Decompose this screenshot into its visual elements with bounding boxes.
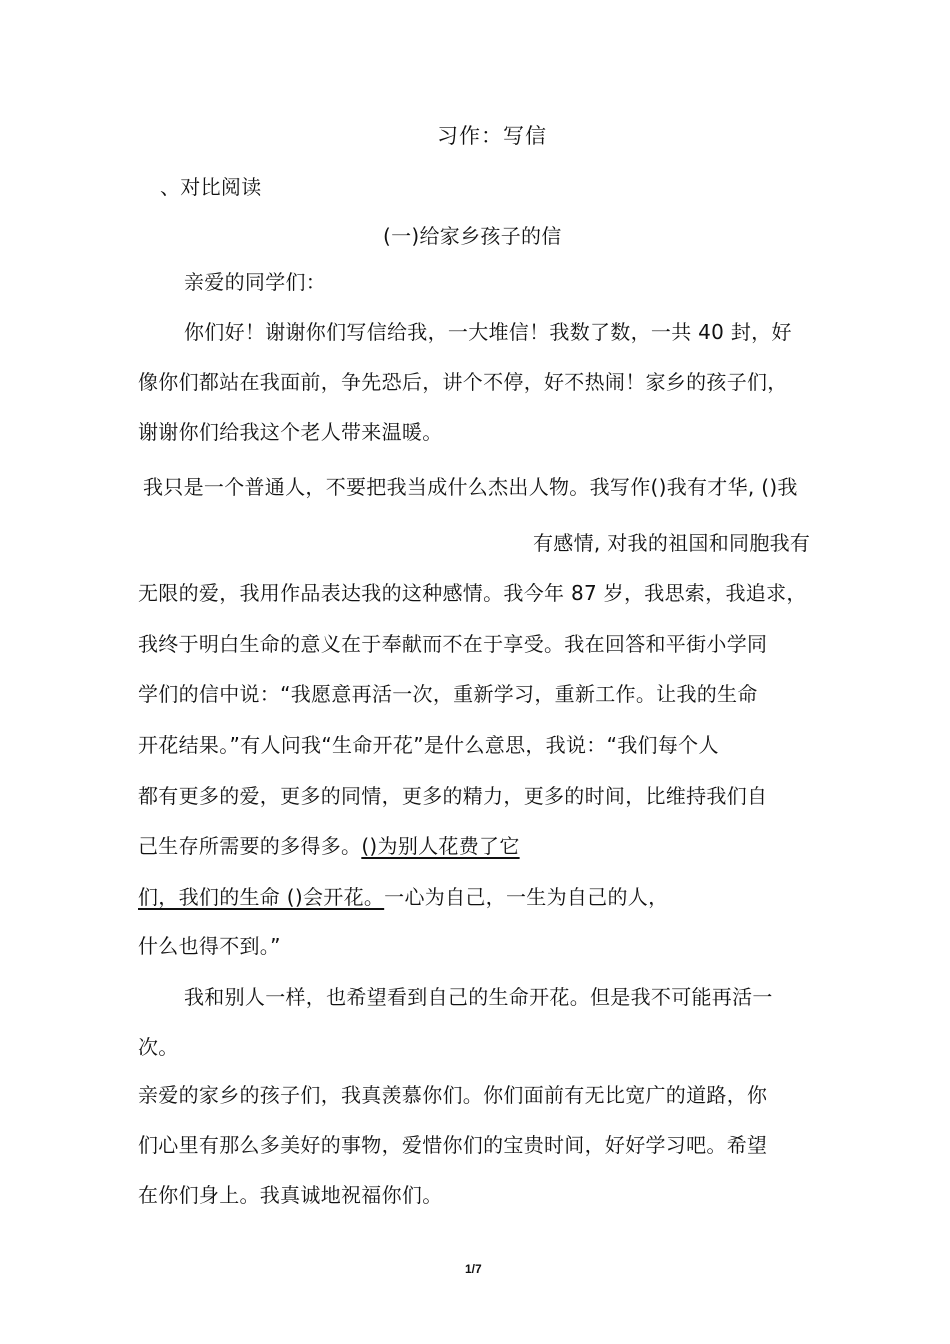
paragraph-line: 我终于明白生命的意义在于奉献而不在于享受。我在回答和平街小学同 (138, 632, 768, 656)
paragraph-line: 们心里有那么多美好的事物，爱惜你们的宝贵时间，好好学习吧。希望 (138, 1133, 768, 1157)
letter-salutation: 亲爱的同学们： (184, 270, 327, 294)
paragraph-line: 在你们身上。我真诚地祝福你们。 (138, 1183, 443, 1207)
paragraph-line: 开花结果。”有人问我“生命开花”是什么意思，我说：“我们每个人 (138, 733, 719, 757)
page-number: 1/7 (465, 1262, 482, 1276)
underlined-text: 们，我们的生命 ()会开花。 (138, 885, 385, 909)
paragraph-line: 都有更多的爱，更多的同情，更多的精力，更多的时间，比维持我们自 (138, 784, 768, 808)
paragraph-line (138, 833, 520, 859)
paragraph-line: 我只是一个普通人，不要把我当成什么杰出人物。我写作()我有才华, ()我 (143, 475, 798, 499)
paragraph-line: 无限的爱，我用作品表达我的这种感情。我今年 87 岁，我思索，我追求， (138, 581, 807, 605)
paragraph-line: 亲爱的家乡的孩子们，我真羡慕你们。你们面前有无比宽广的道路，你 (138, 1083, 768, 1107)
paragraph-line (138, 884, 668, 910)
section-heading: 、对比阅读 (160, 175, 262, 199)
text-run: 己生存所需要的多得多。 (138, 834, 362, 858)
document-title: 习作：写信 (437, 124, 547, 148)
paragraph-line: 学们的信中说：“我愿意再活一次，重新学习，重新工作。让我的生命 (138, 682, 758, 706)
text-run: 一心为自己，一生为自己的人， (384, 885, 669, 909)
paragraph-line: 像你们都站在我面前，争先恐后，讲个不停，好不热闹！家乡的孩子们， (138, 370, 788, 394)
paragraph-line: 有感情, 对我的祖国和同胞我有 (533, 531, 811, 555)
letter-title: (一)给家乡孩子的信 (383, 224, 562, 248)
paragraph-line: 你们好！谢谢你们写信给我，一大堆信！我数了数，一共 40 封，好 (184, 320, 792, 344)
underlined-text: ()为别人花费了它 (361, 834, 520, 858)
paragraph-line: 什么也得不到。” (138, 934, 281, 958)
paragraph-line: 我和别人一样，也希望看到自己的生命开花。但是我不可能再活一 (184, 985, 773, 1009)
paragraph-line: 次。 (138, 1035, 179, 1059)
paragraph-line: 谢谢你们给我这个老人带来温暖。 (138, 420, 443, 444)
